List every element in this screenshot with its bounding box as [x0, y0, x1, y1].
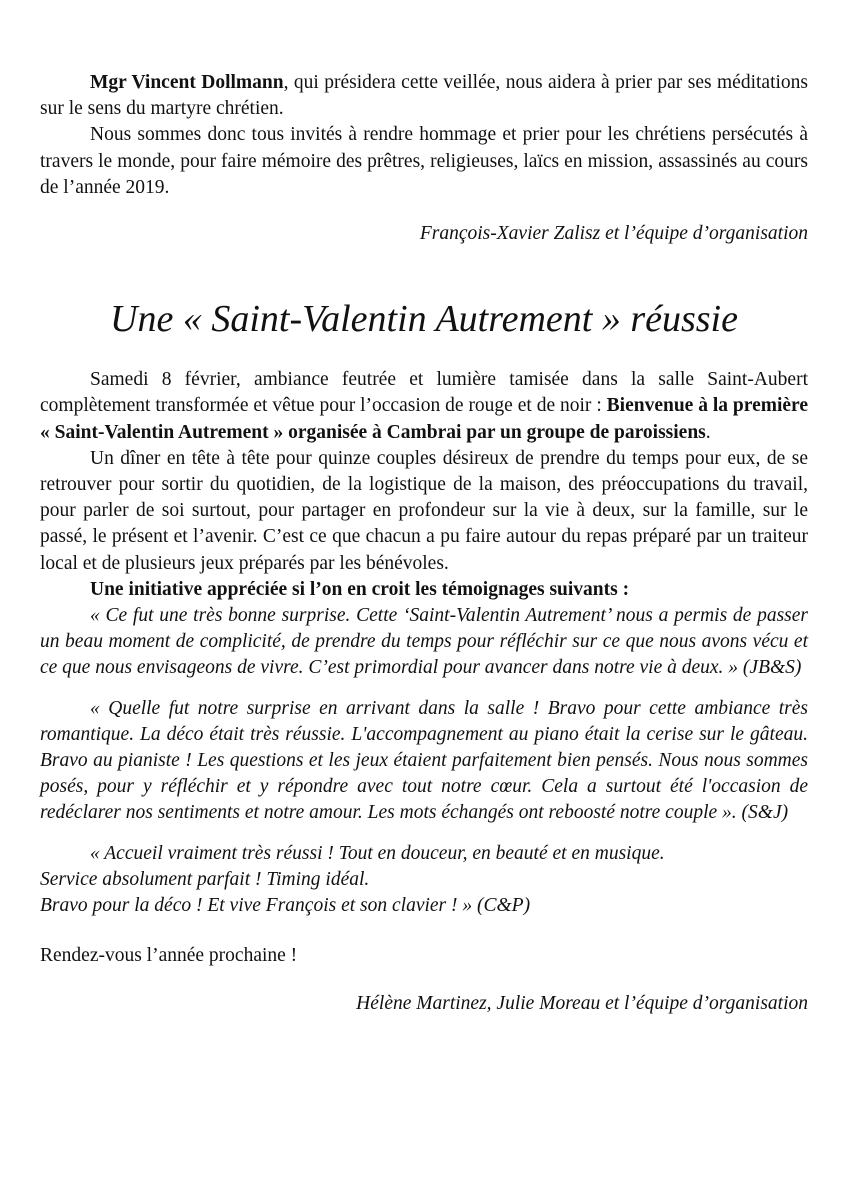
testimonial-3	[40, 841, 808, 920]
document-page	[40, 70, 808, 1018]
article-paragraph-2: Un dîner en tête à tête pour quinze couples désireux de prendre du temps pour eux, de se retrouver pour sortir du quotidien, de la logistique de la maison, des préoccupations du travail, pour parler de soi surtout, pour partager en profondeur sur la vie à deux, sur la famille, sur le passé, le présent et l’avenir. C’est ce que chacun a pu faire autour du repas préparé par un traiteur local et de plusieurs jeux préparés par les bénévoles.	[40, 447, 808, 574]
bishop-name: Mgr Vincent Dollmann	[90, 72, 284, 93]
testimonials-heading	[40, 577, 808, 603]
intro-paragraph-2: Nous sommes donc tous invités à rendre hommage et prier pour les chrétiens persécutés à travers le monde, pour faire mémoire des prêtres, religieuses, laïcs en mission, assassinés au cours de l’année 2019.	[40, 124, 808, 198]
article-paragraph-1-text: Samedi 8 février, ambiance feutrée et lumière tamisée dans la salle Saint-Aubert complètement transformée et vêtue pour l’occasion de rouge et de noir :	[40, 369, 808, 417]
article-paragraph-1-end: .	[705, 421, 711, 443]
intro-paragraph-1-text: , qui présidera cette veillée, nous aidera à prier par ses méditations sur le sens du martyre chrétien.	[40, 72, 808, 120]
article-paragraph-1-bold: Bienvenue à la première « Saint-Valentin Autrement » organisée à Cambrai par un groupe de paroissiens	[40, 395, 809, 443]
testimonial-3-line-2: Service absolument parfait ! Timing idéal.	[40, 868, 370, 890]
testimonials-heading-text: Une initiative appréciée si l’on en croit les témoignages suivants :	[90, 578, 630, 600]
article-paragraph-1	[40, 367, 808, 446]
testimonial-3-line-1: « Accueil vraiment très réussi ! Tout en douceur, en beauté et en musique.	[90, 842, 665, 864]
testimonial-2: « Quelle fut notre surprise en arrivant dans la salle ! Bravo pour cette ambiance très romantique. La déco était très réussie. L'accompagnement au piano était la cerise sur le gâteau. Bravo au pianiste ! Les questions et les jeux étaient parfaitement bien pensés. Nous nous sommes posés, pour y réfléchir et y répondre avec tout notre cœur. Cela a surtout été l'occasion de redéclarer nos sentiments et notre amour. Les mots échangés ont reboosté notre couple ». (S&J)	[40, 697, 808, 824]
closing-line: Rendez-vous l’année prochaine !	[40, 945, 298, 967]
article-signature: Hélène Martinez, Julie Moreau et l’équipe d’organisation	[356, 993, 808, 1015]
intro-signature: François-Xavier Zalisz et l’équipe d’organisation	[419, 223, 808, 245]
testimonial-1: « Ce fut une très bonne surprise. Cette ‘Saint-Valentin Autrement’ nous a permis de passer un beau moment de complicité, de prendre du temps pour réfléchir sur ce que nous avons vécu et ce que nous envisageons de vivre. C’est primordial pour avancer dans notre vie à deux. » (JB&S)	[40, 605, 808, 679]
testimonial-3-line-3: Bravo pour la déco ! Et vive François et son clavier ! » (C&P)	[40, 895, 531, 917]
intro-paragraph-1	[40, 70, 808, 122]
article-title: Une « Saint-Valentin Autrement » réussie	[110, 298, 738, 341]
